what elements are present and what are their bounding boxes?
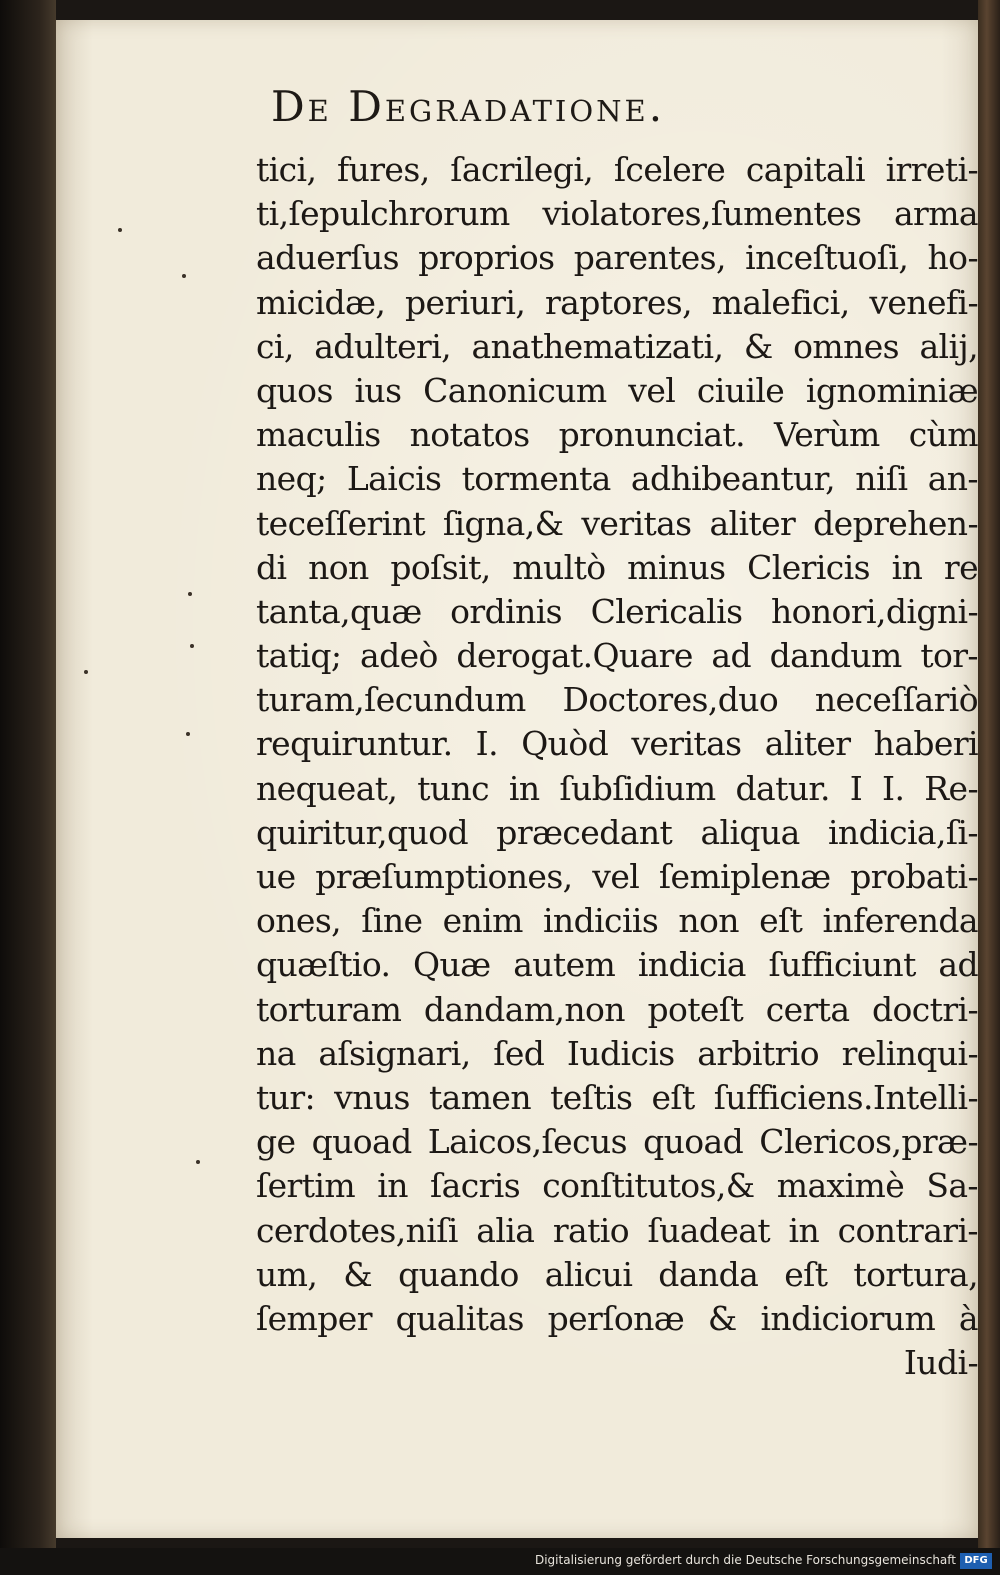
text-line: di non poſsit, multò minus Clericis in re xyxy=(256,547,978,587)
text-line: quæſtio. Quæ autem indicia ſufficiunt ad xyxy=(256,945,978,985)
text-line: tatiq; adeò derogat.Quare ad dandum tor- xyxy=(256,636,978,676)
body-text xyxy=(256,148,978,1385)
ink-speck xyxy=(182,274,186,278)
text-line: um, & quando alicui danda eſt tortura, xyxy=(256,1254,978,1294)
book-spine-shadow xyxy=(0,0,56,1548)
text-line: micidæ, periuri, raptores, malefici, venefi- xyxy=(256,282,978,322)
text-line: ci, adulteri, anathematizati, & omnes alij, xyxy=(256,326,978,366)
ink-speck xyxy=(196,1160,200,1164)
text-line: maculis notatos pronunciat. Verùm cùm xyxy=(256,415,978,455)
text-line: requiruntur. I. Quòd veritas aliter haberi xyxy=(256,724,978,764)
text-line: quiritur,quod præcedant aliqua indicia,ſi- xyxy=(256,812,978,852)
text-line: teceſſerint ſigna,& veritas aliter deprehen- xyxy=(256,503,978,543)
funding-credit: Digitalisierung gefördert durch die Deutsche Forschungsgemeinschaft xyxy=(534,1553,956,1567)
text-line: tur: vnus tamen teſtis eſt ſufficiens.Intelli- xyxy=(256,1077,978,1117)
book-edge xyxy=(978,0,1000,1548)
text-line: nequeat, tunc in ſubſidium datur. I I. Re- xyxy=(256,768,978,808)
text-line: ones, ſine enim indiciis non eſt inferenda xyxy=(256,901,978,941)
ink-speck xyxy=(186,732,190,736)
text-line: torturam dandam,non poteſt certa doctri- xyxy=(256,989,978,1029)
text-line: tanta,quæ ordinis Clericalis honori,digni- xyxy=(256,591,978,631)
catchword: Iudi- xyxy=(903,1343,978,1383)
text-line: ge quoad Laicos,ſecus quoad Clericos,præ- xyxy=(256,1122,978,1162)
text-line: na aſsignari, ſed Iudicis arbitrio relinqui- xyxy=(256,1033,978,1073)
book-page xyxy=(56,20,978,1538)
text-line: tici, fures, ſacrilegi, ſcelere capitali irreti- xyxy=(256,150,978,189)
ink-speck xyxy=(84,670,88,674)
text-line: ue præſumptiones, vel ſemiplenæ probati- xyxy=(256,857,978,896)
ink-speck xyxy=(118,228,122,232)
text-line: neq; Laicis tormenta adhibeantur, niſi an- xyxy=(256,459,978,499)
dfg-logo: DFG xyxy=(960,1553,992,1569)
text-line: cerdotes,niſi alia ratio ſuadeat in contrari- xyxy=(256,1210,978,1250)
ink-speck xyxy=(188,592,192,596)
text-line: ti,ſepulchrorum violatores,ſumentes arma xyxy=(256,194,978,234)
text-line: ſertim in ſacris conſtitutos,& maximè Sa- xyxy=(256,1166,978,1206)
ink-speck xyxy=(190,644,194,648)
text-line: quos ius Canonicum vel ciuile ignominiæ xyxy=(256,370,978,410)
running-head: De Degradatione. xyxy=(271,82,666,131)
text-line: aduerſus proprios parentes, inceſtuoſi, ho- xyxy=(256,238,978,278)
text-line: turam,ſecundum Doctores,duo neceſſariò xyxy=(256,680,978,720)
text-line: ſemper qualitas perſonæ & indiciorum à xyxy=(256,1298,978,1338)
